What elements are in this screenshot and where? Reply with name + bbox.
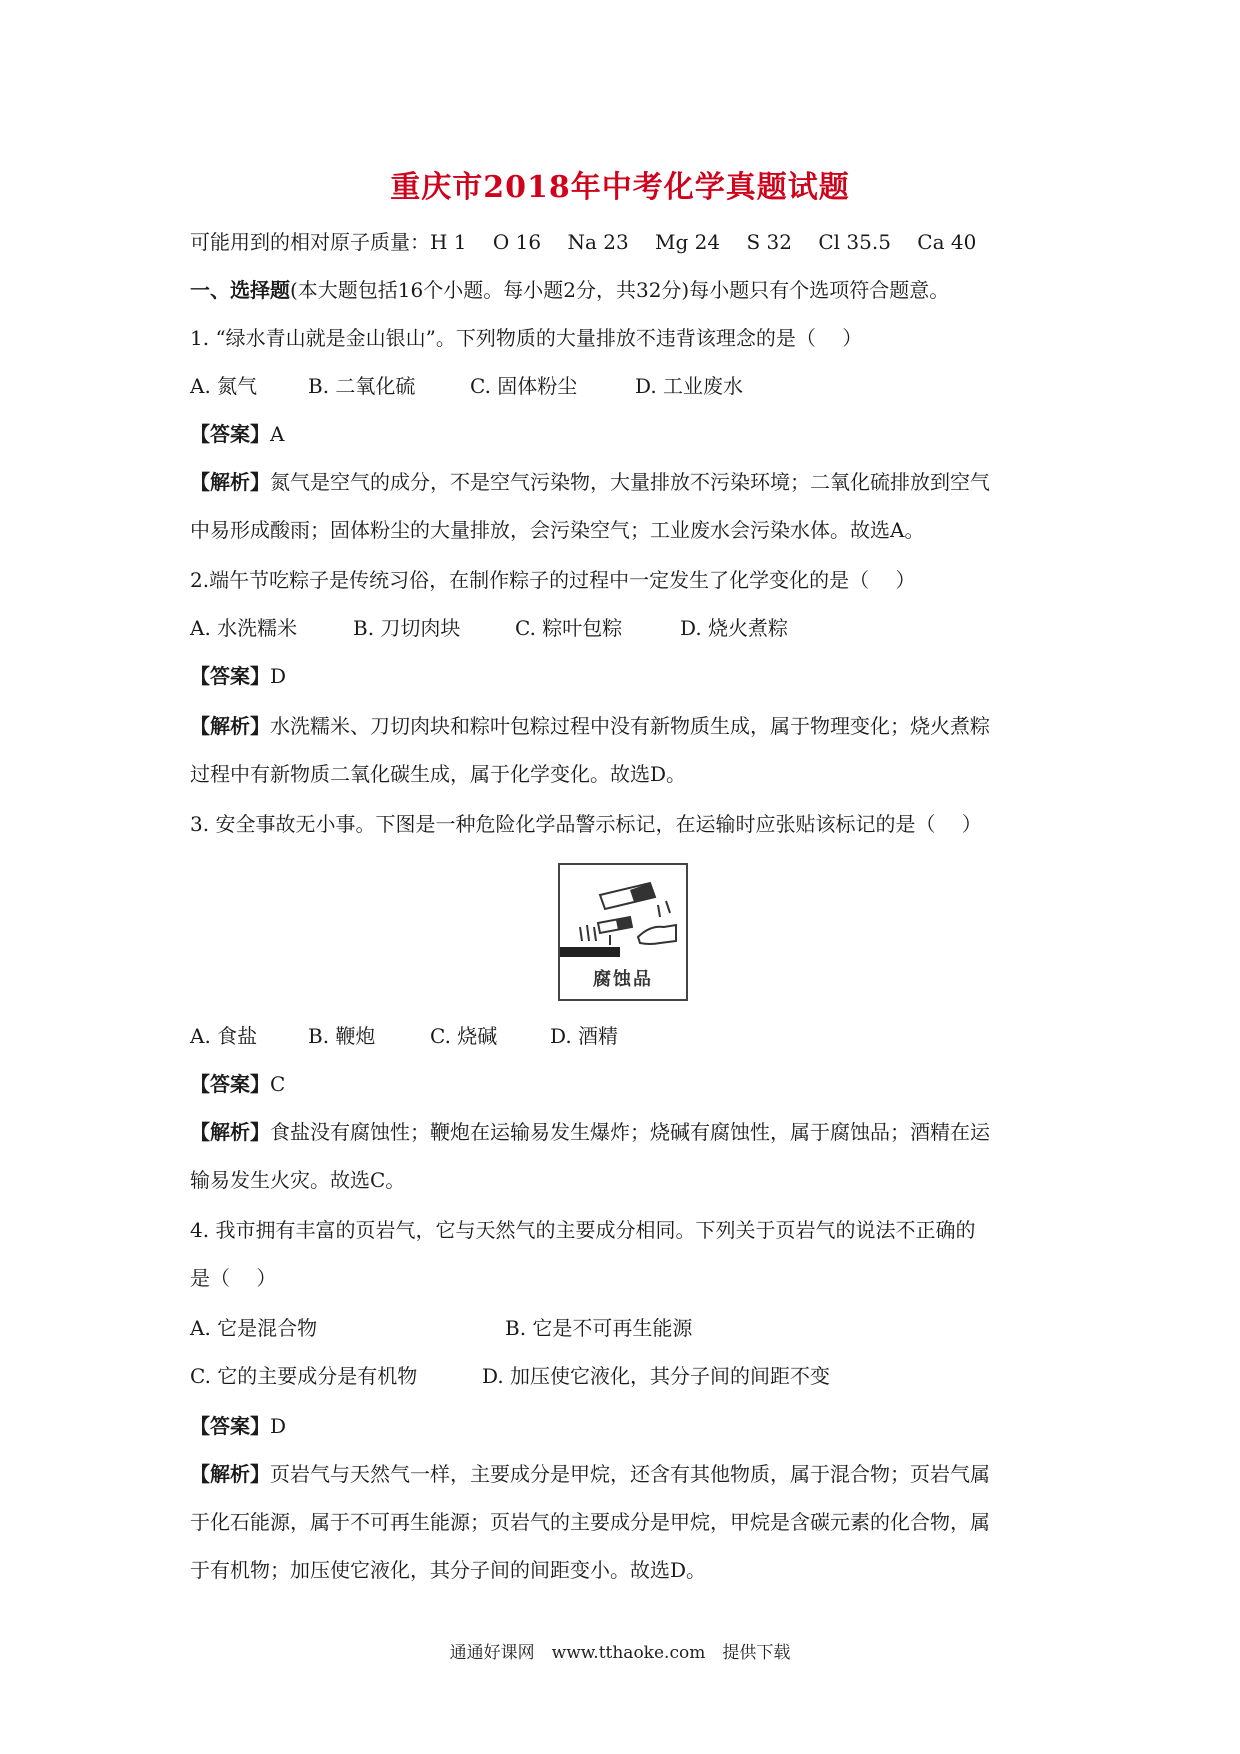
- sign-label: 腐蚀品: [593, 969, 653, 990]
- analysis-label: 【解析】: [190, 714, 270, 738]
- analysis-label: 【解析】: [190, 1462, 270, 1486]
- q4-analysis-cont-2: 于有机物；加压使它液化，其分子间的间距变小。故选D。: [190, 1558, 707, 1582]
- q3-option-d: D. 酒精: [550, 1024, 619, 1048]
- section-note: (本大题包括16个小题。每小题2分，共32分)每小题只有个选项符合题意。: [290, 278, 950, 302]
- q1-analysis: [190, 468, 1060, 496]
- q2-option-d: D. 烧火煮粽: [680, 616, 789, 640]
- q1-option-c: C. 固体粉尘: [470, 374, 578, 398]
- answer-label: 【答案】: [190, 422, 270, 446]
- q4-stem: 4. 我市拥有丰富的页岩气，它与天然气的主要成分相同。下列关于页岩气的说法不正确的: [190, 1218, 976, 1242]
- q4-option-b: B. 它是不可再生能源: [505, 1316, 693, 1340]
- q3-option-b: B. 鞭炮: [308, 1024, 376, 1048]
- q2-option-a: A. 水洗糯米: [190, 616, 298, 640]
- corrosive-warning-sign: [558, 863, 688, 1001]
- q4-answer: [190, 1412, 1060, 1440]
- analysis-label: 【解析】: [190, 470, 270, 494]
- q1-stem: 1. “绿水青山就是金山银山”。下列物质的大量排放不违背该理念的是（ ）: [190, 326, 863, 350]
- q3-answer: [190, 1070, 1060, 1098]
- q1-option-b: B. 二氧化硫: [308, 374, 416, 398]
- q4-analysis: [190, 1460, 1060, 1488]
- answer-label: 【答案】: [190, 1414, 270, 1438]
- q1-answer: [190, 420, 1060, 448]
- q4-analysis-cont-1: 于化石能源，属于不可再生能源；页岩气的主要成分是甲烷，甲烷是含碳元素的化合物，属: [190, 1510, 990, 1534]
- q2-option-c: C. 粽叶包粽: [515, 616, 623, 640]
- atomic-mass-line: 可能用到的相对原子质量：H 1 O 16 Na 23 Mg 24 S 32 Cl 35.5 Ca 40: [190, 230, 977, 254]
- q2-answer: [190, 662, 1060, 690]
- answer-value: A: [270, 422, 285, 446]
- q3-option-a: A. 食盐: [190, 1024, 258, 1048]
- q3-analysis-cont: 输易发生火灾。故选C。: [190, 1168, 406, 1192]
- corrosive-pictogram-icon: [560, 865, 686, 965]
- analysis-text: 食盐没有腐蚀性；鞭炮在运输易发生爆炸；烧碱有腐蚀性，属于腐蚀品；酒精在运: [270, 1120, 990, 1144]
- q3-stem: 3. 安全事故无小事。下图是一种危险化学品警示标记，在运输时应张贴该标记的是（ ）: [190, 812, 982, 836]
- page-footer: 通通好课网 www.tthaoke.com 提供下载: [449, 1643, 791, 1663]
- analysis-text: 氮气是空气的成分，不是空气污染物，大量排放不污染环境；二氧化硫排放到空气: [270, 470, 990, 494]
- q4-stem-cont: 是（ ）: [190, 1266, 277, 1290]
- q1-option-d: D. 工业废水: [635, 374, 744, 398]
- q2-option-b: B. 刀切肉块: [353, 616, 461, 640]
- q2-analysis: [190, 712, 1060, 740]
- page-title: 重庆市2018年中考化学真题试题: [390, 170, 850, 205]
- answer-value: D: [270, 1414, 287, 1438]
- q1-analysis-cont: 中易形成酸雨；固体粉尘的大量排放，会污染空气；工业废水会污染水体。故选A。: [190, 518, 925, 542]
- answer-value: D: [270, 664, 287, 688]
- q3-analysis: [190, 1118, 1060, 1146]
- section-title: 一、选择题: [190, 278, 290, 302]
- section-heading: [190, 276, 1060, 304]
- answer-value: C: [270, 1072, 286, 1096]
- answer-label: 【答案】: [190, 664, 270, 688]
- answer-label: 【答案】: [190, 1072, 270, 1096]
- q4-option-a: A. 它是混合物: [190, 1316, 318, 1340]
- analysis-label: 【解析】: [190, 1120, 270, 1144]
- q4-option-c: C. 它的主要成分是有机物: [190, 1364, 418, 1388]
- q1-option-a: A. 氮气: [190, 374, 258, 398]
- analysis-text: 水洗糯米、刀切肉块和粽叶包粽过程中没有新物质生成，属于物理变化；烧火煮粽: [270, 714, 990, 738]
- analysis-text: 页岩气与天然气一样，主要成分是甲烷，还含有其他物质，属于混合物；页岩气属: [270, 1462, 990, 1486]
- q2-stem: 2.端午节吃粽子是传统习俗，在制作粽子的过程中一定发生了化学变化的是（ ）: [190, 568, 916, 592]
- q4-option-d: D. 加压使它液化，其分子间的间距不变: [482, 1364, 831, 1388]
- q3-option-c: C. 烧碱: [430, 1024, 498, 1048]
- q2-analysis-cont: 过程中有新物质二氧化碳生成，属于化学变化。故选D。: [190, 762, 687, 786]
